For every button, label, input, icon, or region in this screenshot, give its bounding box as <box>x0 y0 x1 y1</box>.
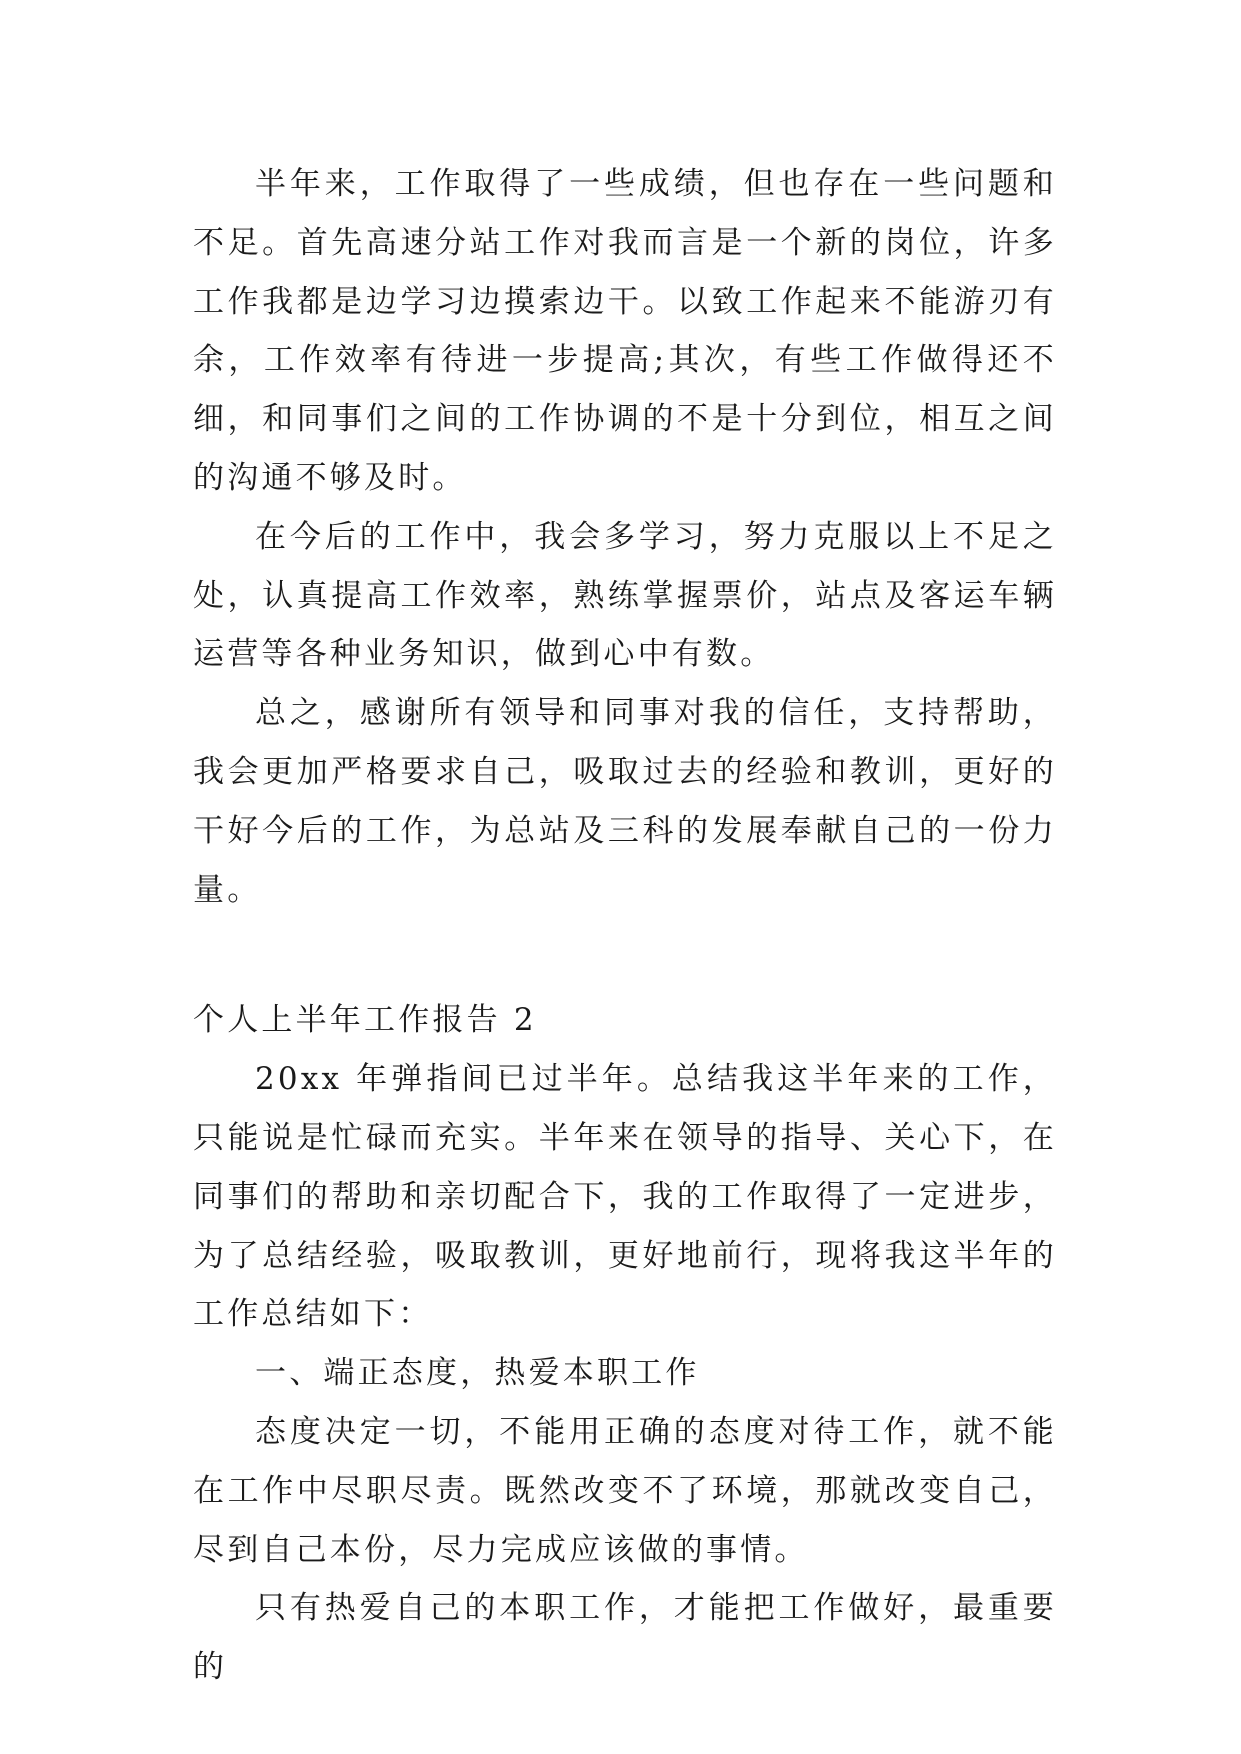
paragraph-love-work: 只有热爱自己的本职工作，才能把工作做好，最重要的 <box>193 1590 1057 1686</box>
paragraph-conclusion: 总之，感谢所有领导和同事对我的信任，支持帮助，我会更加严格要求自己，吸取过去的经验和教训，更好的干好今后的工作，为总站及三科的发展奉献自己的一份力量。 <box>193 695 1057 908</box>
section-title: 个人上半年工作报告 2 <box>193 1002 537 1039</box>
paragraph-shortcomings: 半年来，工作取得了一些成绩，但也存在一些问题和不足。首先高速分站工作对我而言是一个新的岗位，许多工作我都是边学习边摸索边干。以致工作起来不能游刃有余，工作效率有待进一步提高;其次，有些工作做得还不细，和同事们之间的工作协调的不是十分到位，相互之间的沟通不够及时。 <box>193 166 1057 496</box>
subheading-attitude: 一、端正态度，热爱本职工作 <box>255 1355 700 1392</box>
paragraph-future-plan: 在今后的工作中，我会多学习，努力克服以上不足之处，认真提高工作效率，熟练掌握票价，站点及客运车辆运营等各种业务知识，做到心中有数。 <box>193 518 1057 673</box>
paragraph-attitude: 态度决定一切，不能用正确的态度对待工作，就不能在工作中尽职尽责。既然改变不了环境，那就改变自己，尽到自己本份，尽力完成应该做的事情。 <box>193 1413 1057 1568</box>
document-body <box>193 155 1057 1697</box>
paragraph-intro: 20xx 年弹指间已过半年。总结我这半年来的工作，只能说是忙碌而充实。半年来在领导的指导、关心下，在同事们的帮助和亲切配合下，我的工作取得了一定进步，为了总结经验，吸取教训，更好地前行，现将我这半年的工作总结如下： <box>193 1061 1057 1333</box>
